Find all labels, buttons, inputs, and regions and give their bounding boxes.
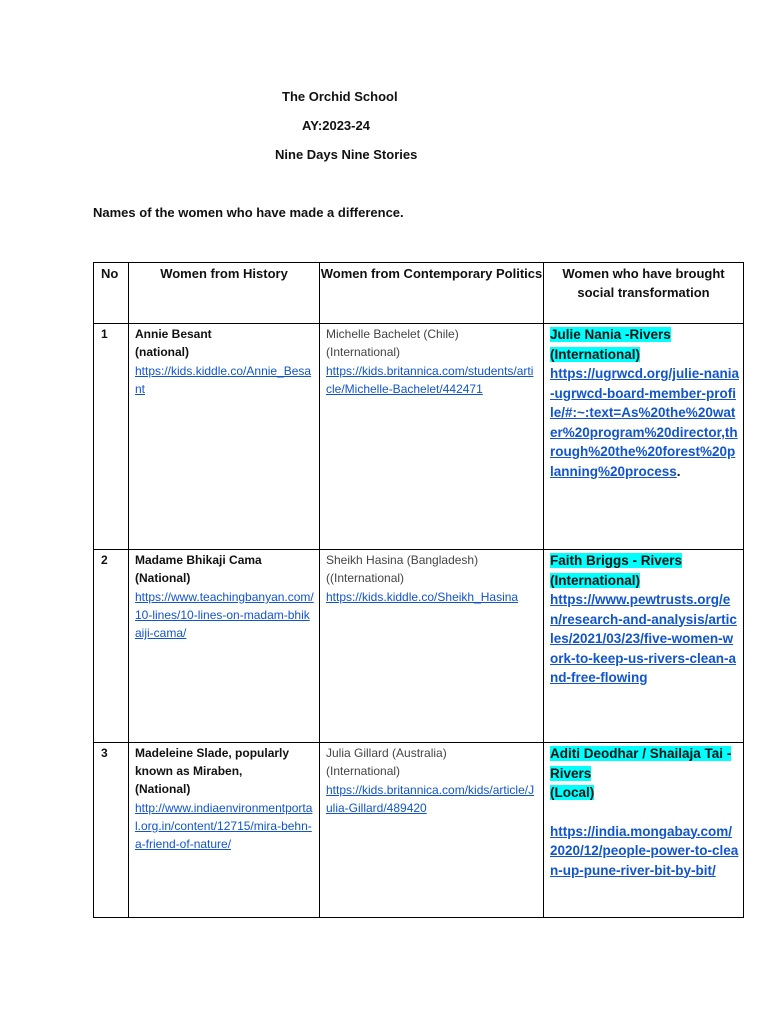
politics-scope: ((International)	[326, 571, 405, 585]
history-cell	[129, 550, 320, 743]
social-cell	[544, 324, 744, 550]
social-scope: (International)	[550, 572, 640, 588]
table-header-row	[94, 263, 744, 324]
politics-link[interactable]: https://kids.kiddle.co/Sheikh_Hasina	[326, 590, 519, 604]
history-scope: (national)	[135, 345, 189, 359]
politics-name: Julia Gillard (Australia)	[326, 746, 447, 760]
politics-cell	[320, 324, 544, 550]
column-header-no: No	[94, 263, 129, 324]
row-number: 2	[94, 550, 129, 743]
table-row	[94, 324, 744, 550]
history-cell	[129, 324, 320, 550]
politics-link[interactable]: https://kids.britannica.com/kids/article/Julia-Gillard/489420	[326, 783, 535, 815]
history-link[interactable]: https://kids.kiddle.co/Annie_Besant	[135, 364, 312, 396]
politics-scope: (International)	[326, 345, 401, 359]
history-name: Madeleine Slade, popularly known as Miraben,	[135, 746, 290, 778]
women-table	[93, 262, 744, 918]
history-name: Annie Besant	[135, 327, 212, 341]
column-header-social: Women who have brought social transformation	[544, 263, 744, 324]
intro-text: Names of the women who have made a difference.	[93, 205, 404, 220]
politics-name: Sheikh Hasina (Bangladesh)	[326, 553, 479, 567]
politics-cell	[320, 743, 544, 918]
social-scope: (International)	[550, 346, 640, 362]
row-number: 1	[94, 324, 129, 550]
social-scope: (Local)	[550, 785, 595, 800]
history-link[interactable]: http://www.indiaenvironmentportal.org.in/content/12715/mira-behn-a-friend-of-nature/	[135, 801, 313, 851]
social-cell	[544, 743, 744, 918]
table-row	[94, 743, 744, 918]
social-link[interactable]: https://ugrwcd.org/julie-nania-ugrwcd-board-member-profile/#:~:text=As%20the%20water%20program%20director,through%20the%20forest%20planning%20process	[550, 366, 739, 479]
history-scope: (National)	[135, 782, 191, 796]
social-name: Aditi Deodhar / Shailaja Tai - Rivers	[550, 746, 732, 781]
column-header-history: Women from History	[129, 263, 320, 324]
academic-year: AY:2023-24	[302, 118, 370, 133]
history-scope: (National)	[135, 571, 191, 585]
social-name: Faith Briggs - Rivers	[550, 553, 683, 568]
social-link-suffix: .	[676, 463, 681, 479]
social-cell	[544, 550, 744, 743]
history-name: Madame Bhikaji Cama	[135, 553, 262, 567]
table-row	[94, 550, 744, 743]
politics-scope: (International)	[326, 764, 401, 778]
social-link[interactable]: https://india.mongabay.com/2020/12/people-power-to-clean-up-pune-river-bit-by-bit/	[550, 823, 739, 878]
politics-name: Michelle Bachelet (Chile)	[326, 327, 459, 341]
history-cell	[129, 743, 320, 918]
column-header-politics: Women from Contemporary Politics	[320, 263, 544, 324]
school-name: The Orchid School	[282, 89, 398, 104]
politics-link[interactable]: https://kids.britannica.com/students/article/Michelle-Bachelet/442471	[326, 364, 534, 396]
social-link[interactable]: https://www.pewtrusts.org/en/research-and-analysis/articles/2021/03/23/five-women-work-to-keep-us-rivers-clean-and-free-flowing	[550, 592, 737, 685]
history-link[interactable]: https://www.teachingbanyan.com/10-lines/10-lines-on-madam-bhikaiji-cama/	[135, 590, 314, 640]
social-name: Julie Nania -Rivers	[550, 327, 671, 342]
event-title: Nine Days Nine Stories	[275, 147, 418, 162]
politics-cell	[320, 550, 544, 743]
row-number: 3	[94, 743, 129, 918]
